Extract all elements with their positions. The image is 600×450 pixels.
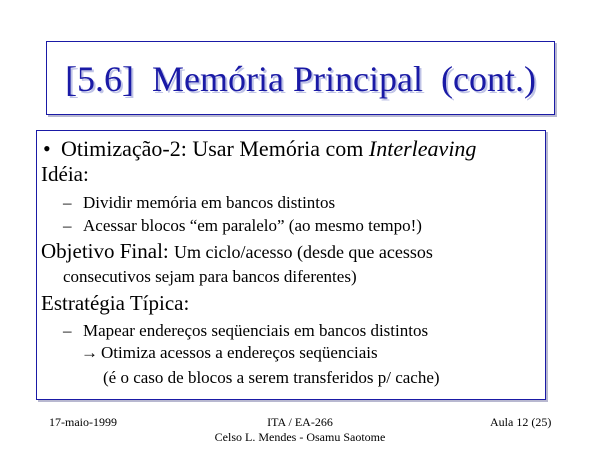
footer-authors: Celso L. Mendes - Osamu Saotome bbox=[214, 430, 386, 444]
bullet-icon: • bbox=[43, 136, 51, 161]
bullet-line bbox=[43, 138, 476, 160]
objective-heading: Objetivo Final: bbox=[41, 239, 174, 263]
objective-continuation: consecutivos sejam para bancos diferentes) bbox=[63, 267, 357, 286]
strategy-item bbox=[63, 322, 428, 339]
objective-line bbox=[41, 241, 433, 262]
strategy-result bbox=[81, 344, 378, 361]
strategy-item-text: Mapear endereços seqüenciais em bancos distintos bbox=[83, 321, 429, 340]
bullet-italic-text: Interleaving bbox=[368, 136, 477, 161]
idea-item-1 bbox=[63, 194, 335, 211]
dash-icon: – bbox=[63, 216, 72, 235]
strategy-result-text: Otimiza acessos a endereços seqüenciais bbox=[101, 343, 378, 362]
footer-page-number: Aula 12 (25) bbox=[490, 415, 552, 429]
content-box bbox=[36, 130, 546, 400]
idea-heading: Idéia: bbox=[41, 162, 89, 186]
dash-icon: – bbox=[63, 321, 72, 340]
arrow-right-icon: → bbox=[81, 343, 98, 362]
title-box bbox=[46, 41, 555, 115]
idea-item-2 bbox=[63, 217, 422, 234]
bullet-text: Otimização-2: Usar Memória com bbox=[61, 136, 369, 161]
footer-course: ITA / EA-266 bbox=[267, 415, 333, 429]
dash-icon: – bbox=[63, 193, 72, 212]
strategy-result-continuation: (é o caso de blocos a serem transferidos p/ cache) bbox=[103, 368, 440, 387]
slide-title: [5.6] Memória Principal (cont.) bbox=[65, 59, 536, 99]
footer-date: 17-maio-1999 bbox=[49, 415, 117, 429]
strategy-heading: Estratégia Típica: bbox=[41, 291, 190, 315]
idea-item-1-text: Dividir memória em bancos distintos bbox=[83, 193, 336, 212]
objective-text: Um ciclo/acesso (desde que acessos bbox=[174, 242, 433, 262]
idea-item-2-text: Acessar blocos “em paralelo” (ao mesmo tempo!) bbox=[83, 216, 422, 235]
